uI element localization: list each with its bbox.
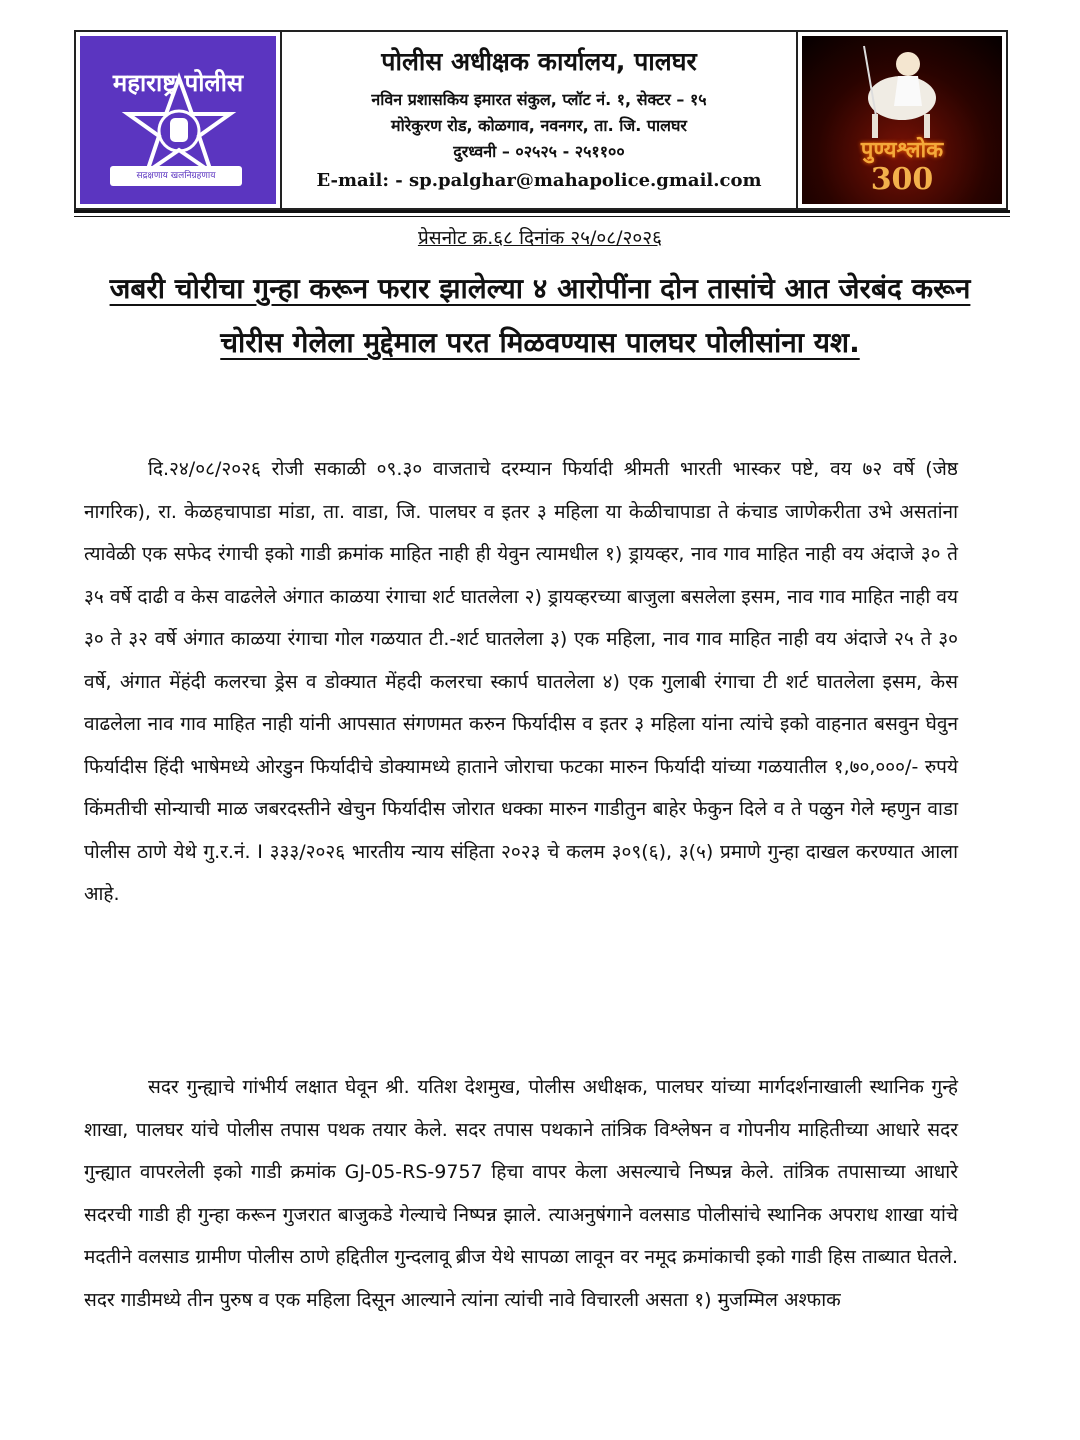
- police-motto: सद्रक्षणाय खलनिग्रहणाय: [110, 166, 242, 186]
- paragraph-1: दि.२४/०८/२०२६ रोजी सकाळी ०९.३० वाजताचे दरम्यान फिर्यादी श्रीमती भारती भास्कर पष्टे, वय ७२ वर्षे (जेष्ठ नागरिक), रा. केळहचापाडा मांडा, ता. वाडा, जि. पालघर व इतर ३ महिला या केळीचापाडा ते कंचाड जाणेकरीता उभे असतांना त्यावेळी एक सफेद रंगाची इको गाडी क्रमांक माहित नाही ही येवुन त्यामधील १) ड्रायव्हर, नाव गाव माहित नाही वय अंदाजे ३० ते ३५ वर्षे दाढी व केस वाढलेले अंगात काळया रंगाचा शर्ट घातलेला २) ड्रायव्हरच्या बाजुला बसलेला इसम, नाव गाव माहित नाही वय ३० ते ३२ वर्षे अंगात काळया रंगाचा गोल गळयात टी.-शर्ट घातलेला ३) एक महिला, नाव गाव माहित नाही वय अंदाजे २५ ते ३० वर्षे, अंगात मेंहंदी कलरचा ड्रेस व डोक्यात मेंहदी कलरचा स्कार्प घातलेला ४) एक गुलाबी रंगाचा टी शर्ट घातलेला इसम, केस वाढलेला नाव गाव माहित नाही यांनी आपसात संगणमत करुन फिर्यादीस व इतर ३ महिला यांना त्यांचे इको वाहनात बसवुन घेवुन फिर्यादीस हिंदी भाषेमध्ये ओरडुन फिर्यादीचे डोक्यामध्ये हाताने जोराचा फटका मारुन फिर्यादी यांच्या गळयातील १,७०,०००/- रुपये किंमतीची सोन्याची माळ जबरदस्तीने खेचुन फिर्यादीस जोरात धक्का मारुन गाडीतुन बाहेर फेकुन दिले व ते पळुन गेले म्हणुन वाडा पोलीस ठाणे येथे गु.र.नं. I ३३३/२०२६ भारतीय न्याय संहिता २०२३ चे कलम ३०९(६), ३(५) प्रमाणे गुन्हा दाखल करण्यात आला आहे.: [84, 458, 958, 905]
- office-details: [282, 32, 796, 208]
- header-divider: [74, 210, 1010, 213]
- punyashlok-logo: [796, 32, 1006, 208]
- paragraph-2: सदर गुन्ह्याचे गांभीर्य लक्षात घेवून श्री. यतिश देशमुख, पोलीस अधीक्षक, पालघर यांच्या मार्गदर्शनाखाली स्थानिक गुन्हे शाखा, पालघर यांचे पोलीस तपास पथक तयार केले. सदर तपास पथकाने तांत्रिक विश्लेषन व गोपनीय माहितीच्या आधारे सदर गुन्ह्यात वापरलेली इको गाडी क्रमांक GJ-05-RS-9757 हिचा वापर केला असल्याचे निष्पन्न केले. तांत्रिक तपासाच्या आधारे सदरची गाडी ही गुन्हा करून गुजरात बाजुकडे गेल्याचे निष्पन्न झाले. त्याअनुषंगाने वलसाड पोलीसांचे स्थानिक अपराध शाखा यांचे मदतीने वलसाड ग्रामीण पोलीस ठाणे हद्दितील गुन्दलावू ब्रीज येथे सापळा लावून वर नमूद क्रमांकाची इको गाडी हिस ताब्यात घेतले. सदर गाडीमध्ये तीन पुरुष व एक महिला दिसून आल्याने त्यांना त्यांची नावे विचारली असता १) मुजम्मिल अश्फाक: [84, 1076, 958, 1311]
- logo-text: महाराष्ट्र पोलीस: [112, 69, 244, 97]
- punyashlok-text: पुण्यश्लोक: [860, 138, 944, 163]
- address-line-2: मोरेकुरण रोड, कोळगाव, नवनगर, ता. जि. पालघर: [391, 116, 687, 135]
- office-name: पोलीस अधीक्षक कार्यालय, पालघर: [381, 47, 697, 76]
- letterhead: [74, 30, 1008, 210]
- email-address: E-mail: - sp.palghar@mahapolice.gmail.com: [316, 170, 762, 191]
- maharashtra-police-emblem-icon: [80, 36, 276, 204]
- punyashlok-number: 300: [870, 162, 934, 197]
- punyashlok-300-emblem-icon: [802, 36, 1002, 204]
- press-note-text: प्रेसनोट क्र.६८ दिनांक २५/०८/२०२६: [417, 227, 663, 249]
- phone-number: दुरध्वनी – ०२५२५ - २५११००: [453, 142, 625, 161]
- address-line-1: नविन प्रशासकिय इमारत संकुल, प्लॉट नं. १, सेक्टर – १५: [371, 90, 707, 109]
- maharashtra-police-logo: [76, 32, 282, 208]
- press-note-number: [0, 224, 1080, 250]
- headline: [90, 262, 990, 370]
- header-divider-thin: [74, 216, 1010, 217]
- headline-text: जबरी चोरीचा गुन्हा करून फरार झालेल्या ४ आरोपींना दोन तासांचे आत जेरबंद करून चोरीस गेलेला मुद्देमाल परत मिळवण्यास पालघर पोलीसांना यश.: [109, 272, 971, 359]
